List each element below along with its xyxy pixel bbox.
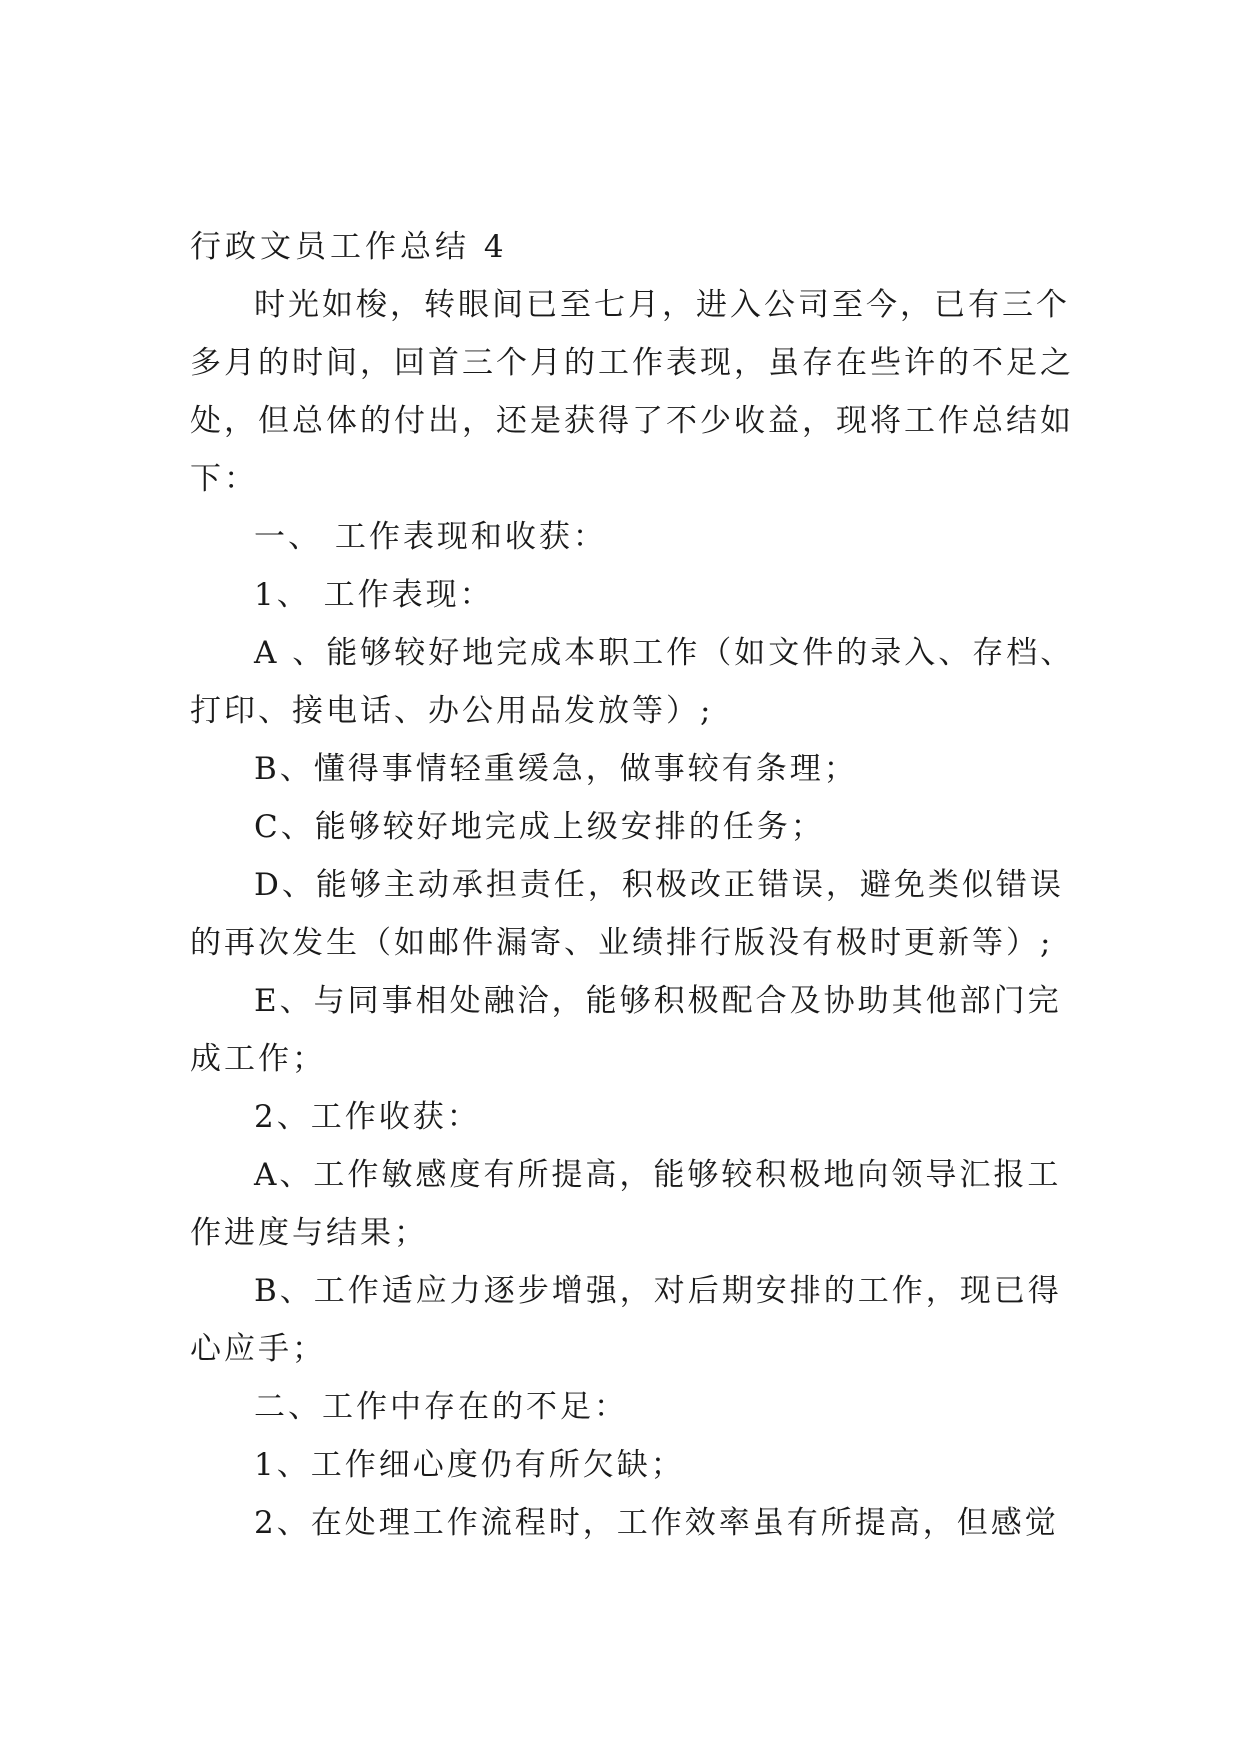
paragraph-line: 处，但总体的付出，还是获得了不少收益，现将工作总结如 [190,403,1074,439]
list-item: B、懂得事情轻重缓急，做事较有条理； [254,751,858,787]
section-heading: 一、 工作表现和收获： [254,519,607,555]
list-item: A 、能够较好地完成本职工作（如文件的录入、存档、 [254,635,1075,671]
list-item: C、能够较好地完成上级安排的任务； [254,809,825,845]
document-title: 行政文员工作总结 4 [190,229,508,265]
list-item-continuation: 的再次发生（如邮件漏寄、业绩排行版没有极时更新等）; [190,925,1054,961]
list-item: 1、工作细心度仍有所欠缺； [254,1447,685,1483]
list-item: A、工作敏感度有所提高，能够较积极地向领导汇报工 [254,1157,1062,1193]
paragraph-line: 下： [190,461,258,497]
list-item: D、能够主动承担责任，积极改正错误，避免类似错误 [254,867,1064,903]
paragraph-line: 多月的时间，回首三个月的工作表现，虽存在些许的不足之 [190,345,1074,381]
section-heading: 二、工作中存在的不足： [254,1389,628,1425]
list-item-continuation: 打印、接电话、办公用品发放等）; [190,693,714,729]
list-item: 2、在处理工作流程时，工作效率虽有所提高，但感觉 [254,1505,1059,1541]
list-item-continuation: 作进度与结果； [190,1215,428,1251]
subsection-heading: 2、工作收获： [254,1099,481,1135]
subsection-heading: 1、 工作表现： [254,577,494,613]
list-item-continuation: 心应手； [190,1331,326,1367]
document-body [190,218,1075,1552]
list-item: E、与同事相处融洽，能够积极配合及协助其他部门完 [254,983,1062,1019]
list-item: B、工作适应力逐步增强，对后期安排的工作，现已得 [254,1273,1062,1309]
paragraph-line: 时光如梭，转眼间已至七月，进入公司至今，已有三个 [254,287,1070,323]
list-item-continuation: 成工作； [190,1041,326,1077]
